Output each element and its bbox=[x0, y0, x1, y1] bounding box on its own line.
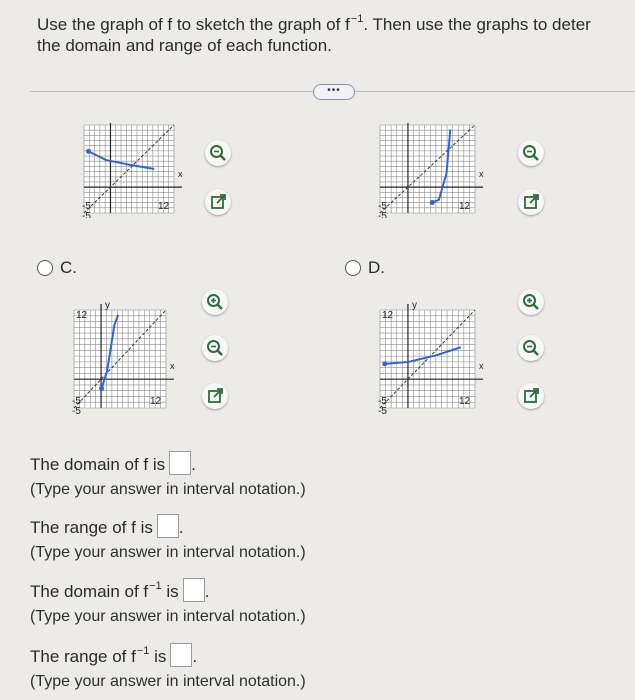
curve-endpoint bbox=[430, 200, 435, 205]
zoom-in-button[interactable] bbox=[202, 289, 228, 315]
tick-label-left: -5 bbox=[82, 201, 91, 212]
tick-label-bottom: -5 bbox=[82, 211, 91, 218]
popout-icon bbox=[205, 189, 231, 215]
domain-f-prompt: The domain of f is . bbox=[30, 451, 196, 475]
curve-endpoint bbox=[382, 361, 387, 366]
radio-option-d[interactable] bbox=[345, 260, 361, 276]
zoom-out-button[interactable] bbox=[518, 140, 544, 166]
zoom-out-icon bbox=[202, 335, 228, 361]
x-axis-label: x bbox=[479, 169, 484, 180]
zoom-in-icon bbox=[518, 289, 544, 315]
popout-icon bbox=[518, 383, 544, 409]
range-f-input[interactable] bbox=[157, 514, 179, 538]
tick-label-top: 12 bbox=[76, 310, 88, 321]
graph-option-b bbox=[375, 123, 500, 218]
option-d-label: D. bbox=[368, 258, 385, 277]
x-axis-label: x bbox=[170, 361, 175, 372]
zoom-in-button[interactable] bbox=[518, 289, 544, 315]
x-axis-label: x bbox=[479, 361, 484, 372]
domain-finv-input[interactable] bbox=[183, 578, 205, 602]
zoom-out-icon bbox=[518, 335, 544, 361]
radio-option-c[interactable] bbox=[37, 260, 53, 276]
curve-endpoint bbox=[86, 149, 91, 154]
tick-label-bottom: -5 bbox=[378, 211, 387, 218]
zoom-out-icon bbox=[205, 140, 231, 166]
tick-label-left: -5 bbox=[72, 396, 81, 407]
tick-label-left: -5 bbox=[378, 396, 387, 407]
popout-icon bbox=[518, 189, 544, 215]
tick-label-right: 12 bbox=[459, 396, 471, 407]
zoom-in-icon bbox=[202, 289, 228, 315]
graph-option-c bbox=[64, 290, 184, 415]
graph-option-a bbox=[74, 123, 184, 218]
popout-button[interactable] bbox=[202, 383, 228, 409]
curve-endpoint bbox=[99, 386, 104, 391]
range-finv-input[interactable] bbox=[170, 643, 192, 667]
tick-label-bottom: -5 bbox=[72, 406, 81, 415]
tick-label-bottom: -5 bbox=[378, 406, 387, 415]
domain-finv-hint: (Type your answer in interval notation.) bbox=[30, 608, 306, 625]
popout-button[interactable] bbox=[205, 189, 231, 215]
tick-label-top: 12 bbox=[382, 310, 394, 321]
tick-label-left: -5 bbox=[378, 201, 387, 212]
popout-icon bbox=[202, 383, 228, 409]
range-f-hint: (Type your answer in interval notation.) bbox=[30, 544, 306, 561]
zoom-out-button[interactable] bbox=[205, 140, 231, 166]
y-axis-label: y bbox=[411, 300, 417, 311]
tick-label-right: 12 bbox=[459, 201, 471, 212]
domain-finv-prompt: The domain of $f^{-1}$ is . bbox=[30, 580, 210, 601]
zoom-out-icon bbox=[518, 140, 544, 166]
option-c-label: C. bbox=[60, 258, 77, 277]
range-f-prompt: The range of f is . bbox=[30, 514, 184, 538]
domain-f-hint: (Type your answer in interval notation.) bbox=[30, 481, 306, 498]
tick-label-right: 12 bbox=[158, 201, 170, 212]
graph-option-d bbox=[375, 290, 500, 415]
range-finv-prompt: The range of $f^{-1}$ is . bbox=[30, 645, 198, 666]
more-button[interactable]: ••• bbox=[313, 84, 355, 100]
zoom-out-button[interactable] bbox=[518, 335, 544, 361]
x-axis-label: x bbox=[178, 169, 183, 180]
y-axis-label: y bbox=[105, 300, 111, 311]
popout-button[interactable] bbox=[518, 383, 544, 409]
question-text-line1: Use the graph of f to sketch the graph of $f^{-1}$. Then use the graphs to deter bbox=[37, 13, 591, 34]
zoom-out-button[interactable] bbox=[202, 335, 228, 361]
domain-f-input[interactable] bbox=[169, 451, 191, 475]
range-finv-hint: (Type your answer in interval notation.) bbox=[30, 673, 306, 690]
question-text-line2: the domain and range of each function. bbox=[37, 36, 332, 55]
popout-button[interactable] bbox=[518, 189, 544, 215]
tick-label-right: 12 bbox=[150, 396, 162, 407]
